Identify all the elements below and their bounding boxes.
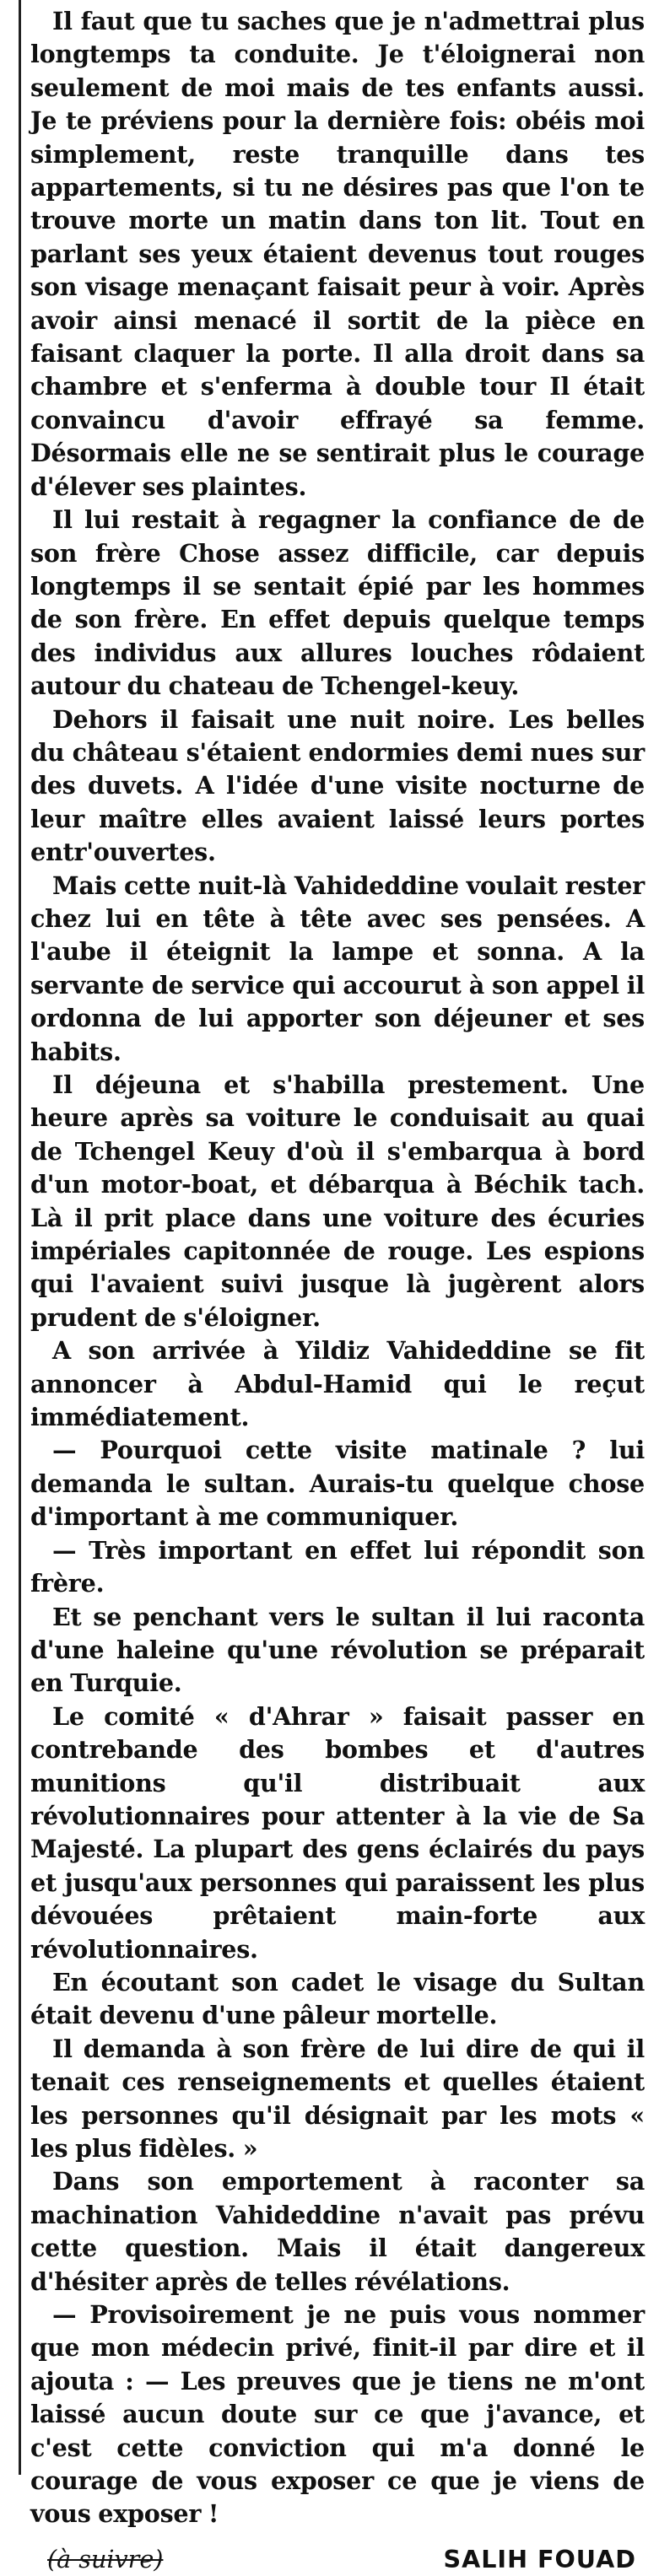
paragraph: En écoutant son cadet le visage du Sultan était devenu d'une pâleur mortelle. <box>30 1967 645 2030</box>
paragraph: Dehors il faisait une nuit noire. Les belles du château s'étaient endormies demi nues sur des duvets. A l'idée d'une visite nocturne de leur maître elles avaient laissé leurs portes entr'ouvertes. <box>30 704 645 867</box>
paragraph: A son arrivée à Yildiz Vahideddine se fit annoncer à Abdul-Hamid qui le reçut immédiatement. <box>30 1336 645 1432</box>
paragraph: Il demanda à son frère de lui dire de qui il tenait ces renseignements et quelles étaient les personnes qu'il désignait par les mots « les plus fidèles. » <box>30 2034 645 2163</box>
article-footer <box>30 2543 645 2576</box>
paragraph: Mais cette nuit-là Vahideddine voulait rester chez lui en tête à tête avec ses pensées. A l'aube il éteignit la lampe et sonna. A la servante de service qui accourut à son appel il ordonna de lui apporter son déjeuner et ses habits. <box>30 870 645 1066</box>
continued-label: (à suivre) <box>47 2544 164 2573</box>
paragraph: Il lui restait à regagner la confiance de de son frère Chose assez difficile, car depuis longtemps il se sentait épié par les hommes de son frère. En effet depuis quelque temps des individus aux allures louches rôdaient autour du chateau de Tchengel-keuy. <box>30 505 645 701</box>
paragraph: Il déjeuna et s'habilla prestement. Une heure après sa voiture le conduisait au quai de Tchengel Keuy d'où il s'embarqua à bord d'un motor-boat, et débarqua à Béchik tach. Là il prit place dans une voiture des écuries impériales capitonnée de rouge. Les espions qui l'avaient suivi jusque là jugèrent alors prudent de s'éloigner. <box>30 1070 645 1332</box>
paragraph: Dans son emportement à raconter sa machination Vahideddine n'avait pas prévu cette question. Mais il était dangereux d'hésiter après de telles révélations. <box>30 2167 645 2296</box>
paragraph: Le comité « d'Ahrar » faisait passer en contrebande des bombes et d'autres munitions qu'il distribuait aux révolutionnaires pour attenter à la vie de Sa Majesté. La plupart des gens éclairés du pays et jusqu'aux personnes qui paraissent les plus dévouées prêtaient main-forte aux révolutionnaires. <box>30 1701 645 1964</box>
paragraph: — Pourquoi cette visite matinale ? lui demanda le sultan. Aurais-tu quelque chose d'important à me communiquer. <box>30 1436 645 1532</box>
paragraph: Et se penchant vers le sultan il lui raconta d'une haleine qu'une révolution se préparait en Turquie. <box>30 1602 645 1698</box>
paragraph: — Très important en effet lui répondit son frère. <box>30 1535 645 1598</box>
article-body <box>30 5 645 2576</box>
author-signature: SALIH FOUAD <box>443 2544 636 2573</box>
paragraph: Il faut que tu saches que je n'admettrai plus longtemps ta conduite. Je t'éloignerai non seulement de moi mais de tes enfants aussi. Je te préviens pour la dernière fois: obéis moi simplement, reste tranquille dans tes appartements, si tu ne désires pas que l'on te trouve morte un matin dans ton lit. Tout en parlant ses yeux étaient devenus tout rouges son visage menaçant faisait peur à voir. Après avoir ainsi menacé il sortit de la pièce en faisant claquer la porte. Il alla droit dans sa chambre et s'enferma à double tour Il était convaincu d'avoir effrayé sa femme. Désormais elle ne se sentirait plus le courage d'élever ses plaintes. <box>30 7 645 501</box>
paragraph: — Provisoirement je ne puis vous nommer que mon médecin privé, finit-il par dire et il ajouta : — Les preuves que je tiens ne m'ont laissé aucun doute sur ce que j'avance, et c'est cette conviction qui m'a donné le courage de vous exposer ce que je viens de vous exposer ! <box>30 2300 645 2529</box>
column-rule <box>19 0 21 2475</box>
